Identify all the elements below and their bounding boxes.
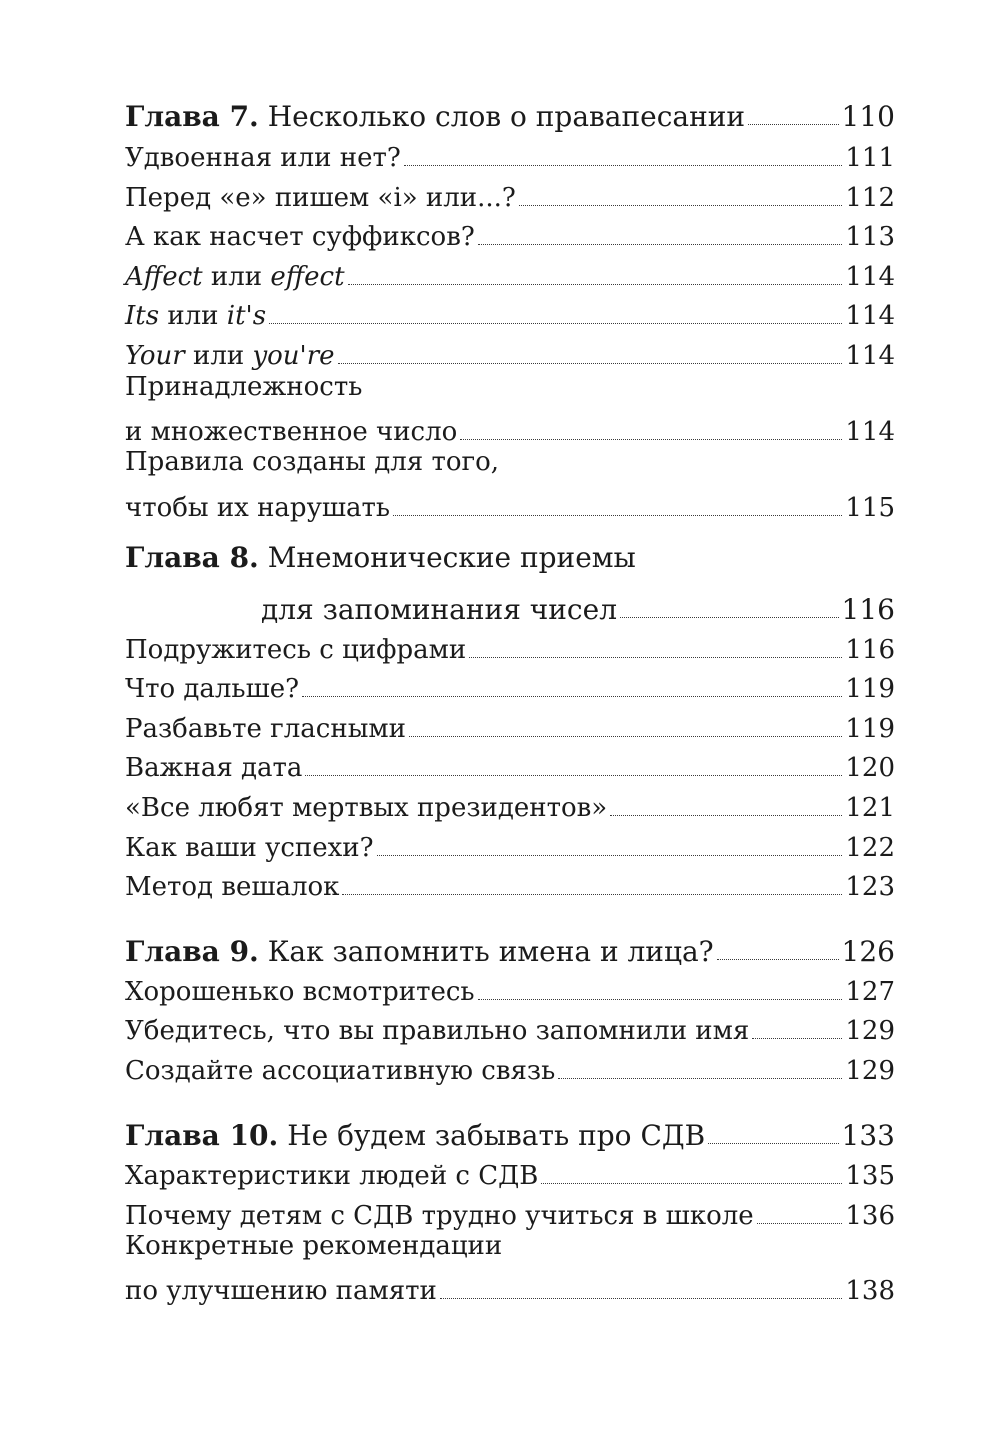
page-number: 116 (841, 593, 895, 626)
toc-entry[interactable] (125, 967, 895, 1007)
page-number: 133 (841, 1119, 895, 1152)
entry-title-line2: и множественное число (125, 417, 458, 447)
chapter-title-line1: Мнемонические приемы (267, 541, 636, 574)
entry-title: Как ваши успехи? (125, 833, 374, 863)
toc-entry[interactable] (125, 823, 895, 863)
toc-entry[interactable] (125, 483, 895, 523)
dot-leader (620, 617, 839, 618)
entry-title-line1: Правила созданы для того, (125, 447, 500, 477)
toc-entry[interactable] (125, 173, 895, 213)
toc-entry[interactable] (125, 783, 895, 823)
entry-title: «Все любят мертвых президентов» (125, 793, 608, 823)
page-number: 129 (845, 1056, 895, 1086)
page-number: 120 (845, 753, 895, 783)
toc-entry[interactable] (125, 664, 895, 704)
entry-title-mid: или (184, 341, 253, 371)
page-number: 114 (845, 341, 895, 371)
entry-title: Хорошенько всмотритесь (125, 977, 475, 1007)
toc-entry[interactable] (125, 862, 895, 902)
page-number: 136 (845, 1201, 895, 1231)
entry-title: Подружитесь с цифрами (125, 635, 467, 665)
page-number: 119 (845, 674, 895, 704)
dot-leader (342, 894, 842, 895)
entry-title (125, 341, 335, 371)
toc-entry[interactable] (125, 743, 895, 783)
dot-leader (302, 696, 842, 697)
entry-title: Создайте ассоциативную связь (125, 1056, 556, 1086)
toc-entry[interactable] (125, 407, 895, 447)
dot-leader (558, 1078, 842, 1079)
dot-leader (469, 657, 842, 658)
chapter-title: Несколько слов о правапесании (267, 100, 746, 133)
entry-title-mid: или (159, 301, 227, 331)
page-number: 121 (845, 793, 895, 823)
page-number: 110 (841, 100, 895, 133)
dot-leader (404, 165, 843, 166)
page-number: 114 (845, 262, 895, 292)
dot-leader (519, 205, 843, 206)
chapter-9-heading[interactable] (125, 927, 895, 967)
chapter-title-line2: для запоминания чисел (261, 593, 617, 626)
dot-leader (338, 363, 843, 364)
page-number: 129 (845, 1016, 895, 1046)
entry-title: Разбавьте гласными (125, 714, 406, 744)
page-number: 112 (845, 183, 895, 213)
chapter-10-heading[interactable] (125, 1111, 895, 1151)
entry-title-italic-b: effect (270, 262, 345, 292)
page-number: 114 (845, 417, 895, 447)
page-number: 135 (845, 1161, 895, 1191)
entry-title: Почему детям с СДВ трудно учиться в школе (125, 1201, 754, 1231)
toc-entry-line1 (125, 372, 895, 412)
entry-title-italic-a: Your (125, 341, 185, 371)
toc-entry[interactable] (125, 291, 895, 331)
page-number: 138 (845, 1276, 895, 1306)
chapter-7-heading[interactable] (125, 92, 895, 132)
entry-title-italic-b: you're (252, 341, 335, 371)
toc-entry[interactable] (125, 625, 895, 665)
chapter-title: Как запомнить имена и лица? (267, 935, 714, 968)
page-number: 119 (845, 714, 895, 744)
toc-entry[interactable] (125, 212, 895, 252)
entry-title-line1: Конкретные рекомендации (125, 1231, 503, 1261)
entry-title (125, 301, 266, 331)
dot-leader (460, 439, 842, 440)
chapter-label: Глава 8. (125, 541, 259, 574)
chapter-8-heading-line1[interactable] (125, 543, 895, 583)
dot-leader (708, 1143, 838, 1144)
page-number: 123 (845, 872, 895, 902)
chapter-label: Глава 9. (125, 935, 259, 968)
dot-leader (478, 999, 843, 1000)
toc-entry[interactable] (125, 1006, 895, 1046)
entry-title: Что дальше? (125, 674, 300, 704)
entry-title: Метод вешалок (125, 872, 340, 902)
page-number: 126 (841, 935, 895, 968)
chapter-8-heading-line2[interactable] (125, 585, 895, 625)
toc-entry[interactable] (125, 1046, 895, 1086)
entry-title-italic-b: it's (226, 301, 267, 331)
dot-leader (748, 124, 838, 125)
toc-entry[interactable] (125, 1191, 895, 1231)
toc-entry-line1 (125, 1231, 895, 1271)
toc-entry[interactable] (125, 252, 895, 292)
dot-leader (269, 323, 842, 324)
page-number: 111 (845, 143, 895, 173)
page-number: 127 (845, 977, 895, 1007)
page-number: 116 (845, 635, 895, 665)
dot-leader (348, 284, 843, 285)
dot-leader (377, 855, 843, 856)
dot-leader (478, 244, 843, 245)
dot-leader (541, 1183, 842, 1184)
dot-leader (440, 1298, 843, 1299)
page-number: 115 (845, 493, 895, 523)
toc-entry[interactable] (125, 1266, 895, 1306)
dot-leader (393, 515, 842, 516)
dot-leader (305, 775, 842, 776)
entry-title: А как насчет суффиксов? (125, 222, 475, 252)
entry-title-line2: чтобы их нарушать (125, 493, 391, 523)
toc-entry[interactable] (125, 704, 895, 744)
entry-title: Характеристики людей с СДВ (125, 1161, 539, 1191)
chapter-title: Не будем забывать про СДВ (287, 1119, 706, 1152)
page-number: 122 (845, 833, 895, 863)
entry-title-line1: Принадлежность (125, 372, 363, 402)
entry-title-line2: по улучшению памяти (125, 1276, 437, 1306)
entry-title: Важная дата (125, 753, 303, 783)
chapter-label: Глава 7. (125, 100, 259, 133)
toc-entry-line1 (125, 447, 895, 487)
dot-leader (409, 736, 842, 737)
entry-title-italic-a: Affect (125, 262, 203, 292)
entry-title: Убедитесь, что вы правильно запомнили имя (125, 1016, 750, 1046)
entry-title (125, 262, 345, 292)
dot-leader (610, 815, 842, 816)
entry-title: Перед «e» пишем «i» или...? (125, 183, 516, 213)
page-number: 113 (845, 222, 895, 252)
entry-title-italic-a: Its (125, 301, 160, 331)
entry-title: Удвоенная или нет? (125, 143, 401, 173)
toc-entry[interactable] (125, 1151, 895, 1191)
toc-entry[interactable] (125, 133, 895, 173)
page-number: 114 (845, 301, 895, 331)
dot-leader (757, 1223, 843, 1224)
dot-leader (752, 1038, 842, 1039)
entry-title-mid: или (202, 262, 271, 292)
dot-leader (717, 959, 839, 960)
toc-entry[interactable] (125, 331, 895, 371)
chapter-label: Глава 10. (125, 1119, 279, 1152)
